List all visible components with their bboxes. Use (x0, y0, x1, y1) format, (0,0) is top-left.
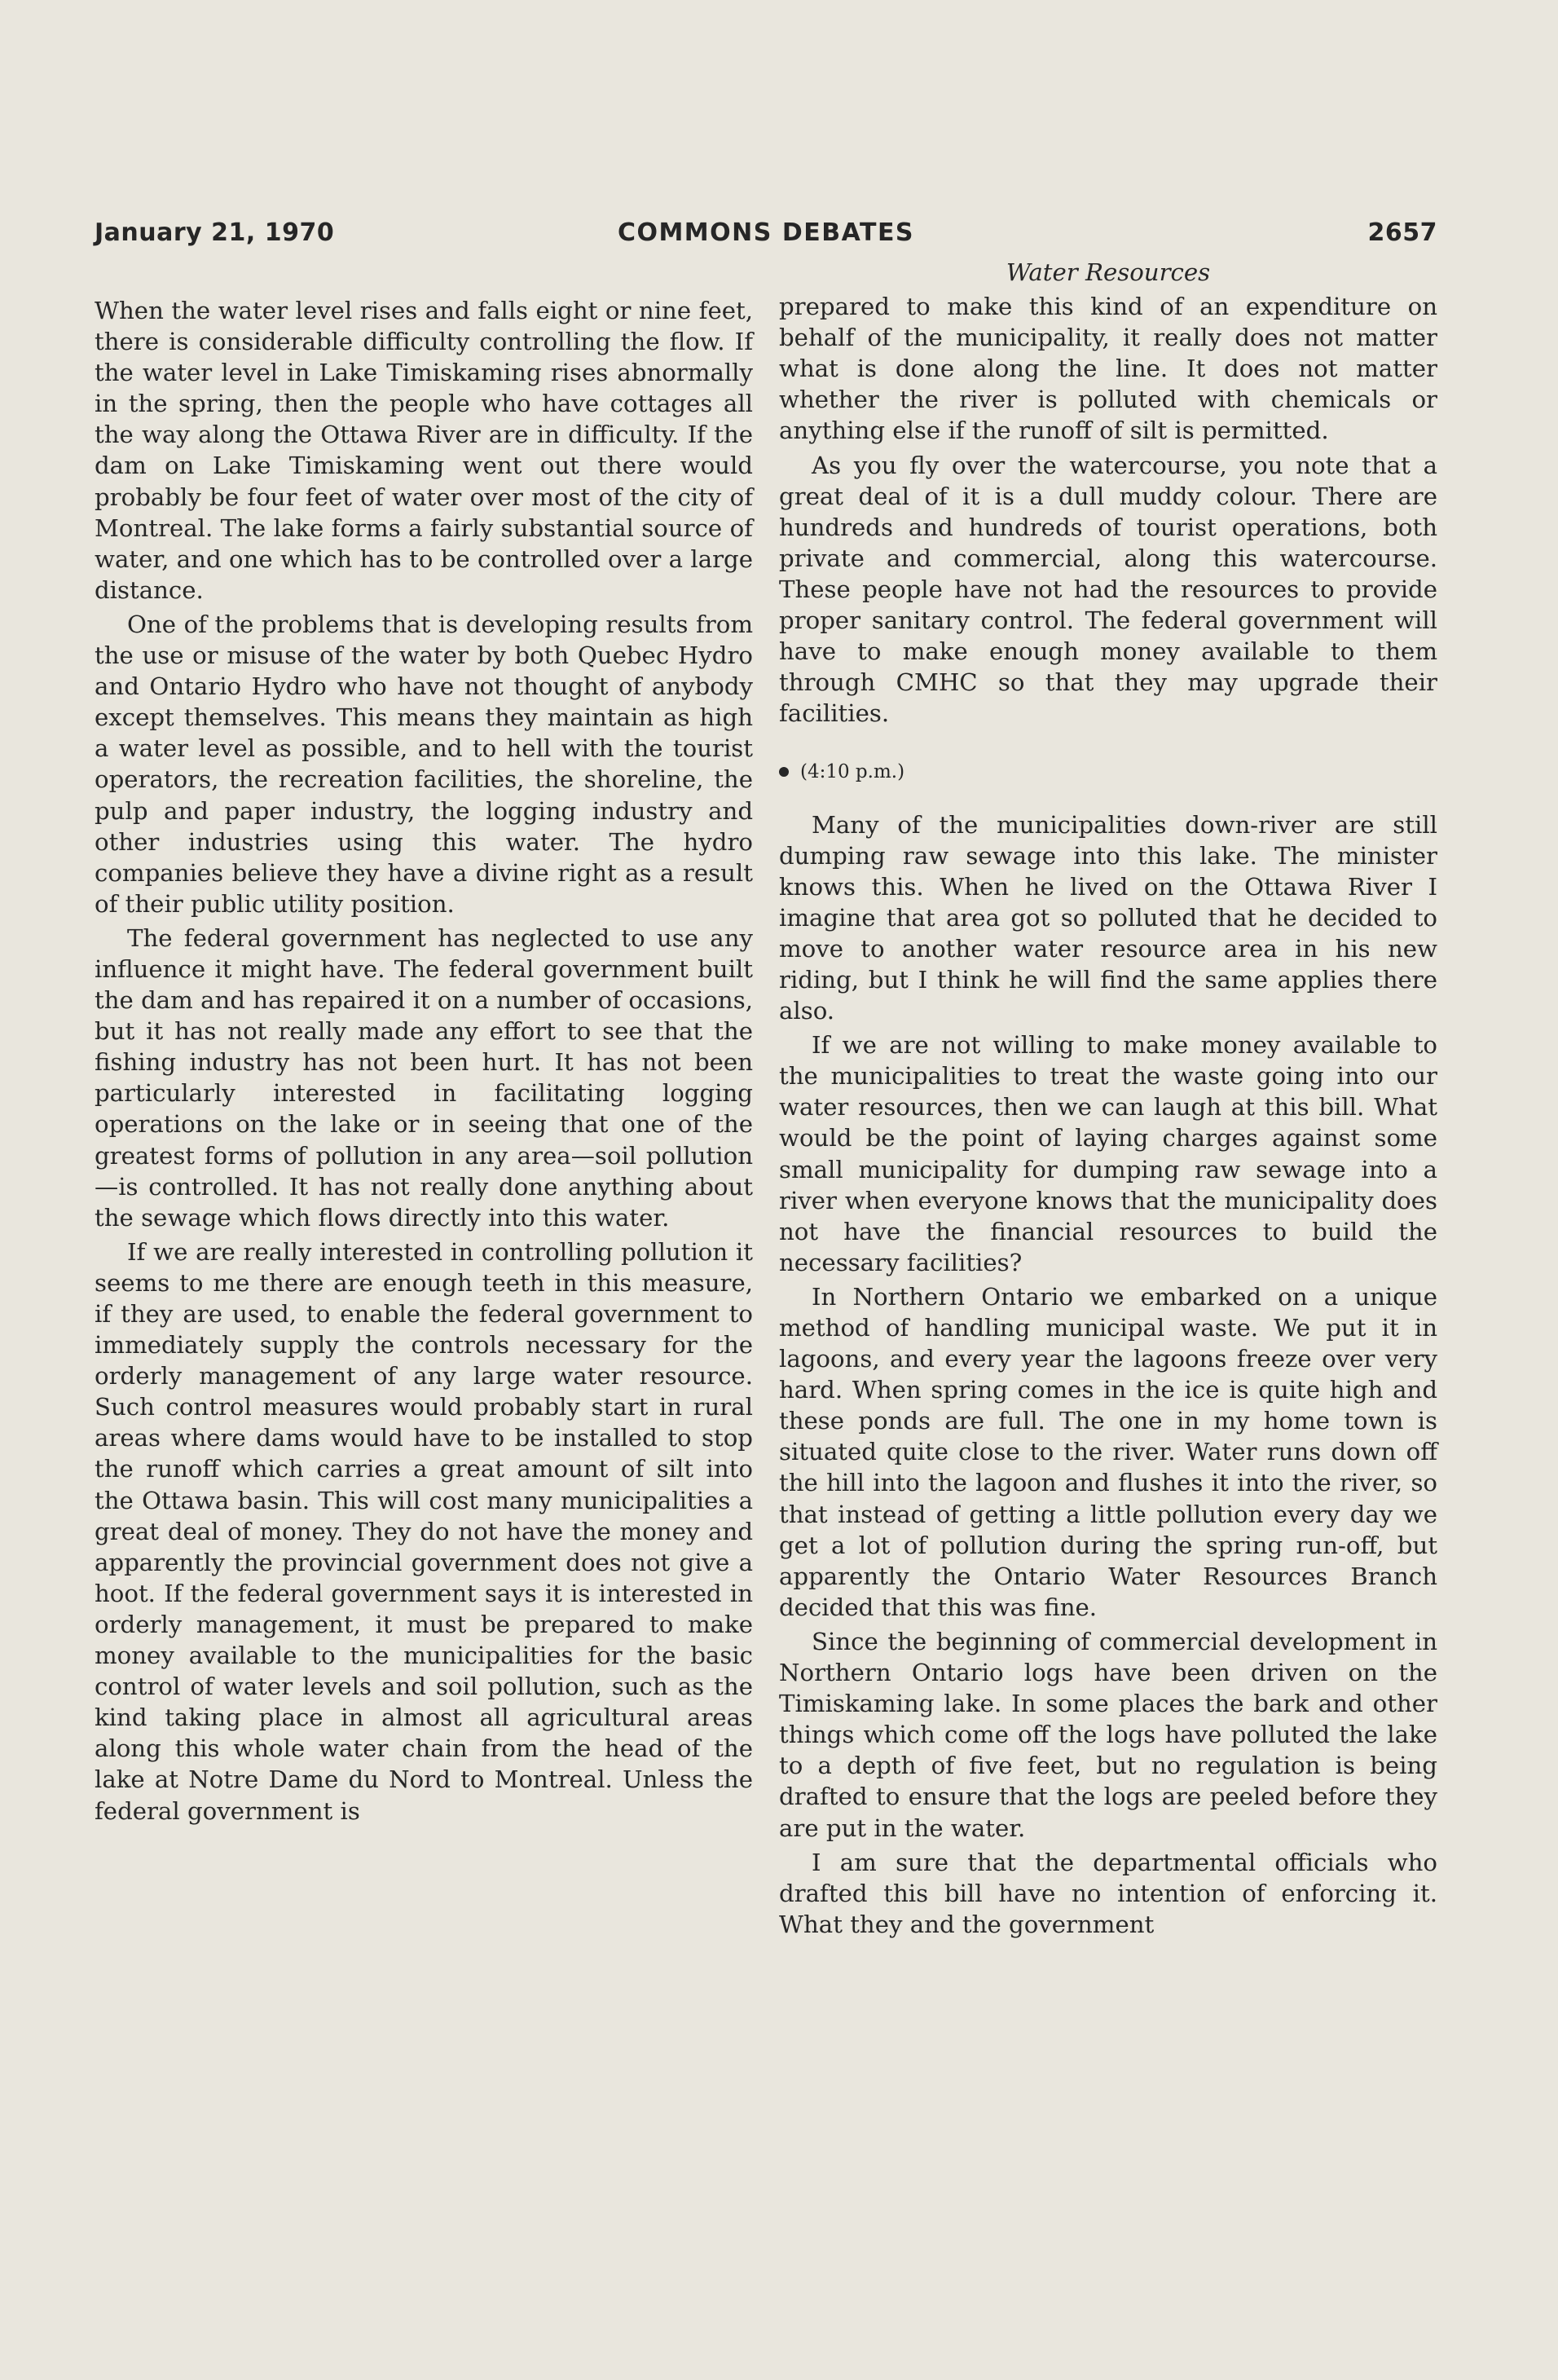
paragraph-continuation: prepared to make this kind of an expenditure on behalf of the municipality, it really does not matter what is done along the line. It does not matter whether the river is polluted with chemicals or anything else if the runoff of silt is permitted. (779, 293, 1437, 445)
paragraph: As you fly over the watercourse, you note that a great deal of it is a dull muddy colour. There are hundreds and hundreds of tourist operations, both private and commercial, along this watercourse. These people have not had the resources to provide proper sanitary control. The federal government will have to make enough money available to them through CMHC so that they may upgrade their facilities. (779, 451, 1437, 728)
paragraph: Many of the municipalities down-river are still dumping raw sewage into this lake. The minister knows this. When he lived on the Ottawa River I imagine that area got so polluted that he decided to move to another water resource area in his new riding, but I think he will find the same applies there also. (779, 810, 1437, 1025)
section-subheading: Water Resources (1006, 258, 1211, 286)
page-header (95, 218, 1437, 254)
right-column (779, 257, 1437, 1943)
paragraph: Since the beginning of commercial development in Northern Ontario logs have been driven on the Timiskaming lake. In some places the bark and other things which come off the logs have polluted the lake to a depth of five feet, but no regulation is being drafted to ensure that the logs are peeled before they are put in the water. (779, 1627, 1437, 1842)
publication-title: COMMONS DEBATES (617, 218, 915, 247)
paragraph: I am sure that the departmental officials who drafted this bill have no intention of enforcing it. What they and the government (779, 1848, 1437, 1938)
page-number: 2657 (1367, 218, 1437, 247)
paragraph: If we are really interested in controlling pollution it seems to me there are enough teeth in this measure, if they are used, to enable the federal government to immediately supply the controls necessary for the orderly management of any large water resource. Such control measures would probably start in rural areas where dams would have to be installed to stop the runoff which carries a great amount of silt into the Ottawa basin. This will cost many municipalities a great deal of money. They do not have the money and apparently the provincial government does not give a hoot. If the federal government says it is interested in orderly management, it must be prepared to make money available to the municipalities for the basic control of water levels and soil pollution, such as the kind taking place in almost all agricultural areas along this whole water chain from the head of the lake at Notre Dame du Nord to Montreal. Unless the federal government is (95, 1237, 753, 1825)
paragraph: One of the problems that is developing results from the use or misuse of the water by both Quebec Hydro and Ontario Hydro who have not thought of anybody except themselves. This means they maintain as high a water level as possible, and to hell with the tourist operators, the recreation facilities, the shoreline, the pulp and paper industry, the logging industry and other industries using this water. The hydro companies believe they have a divine right as a result of their public utility position. (95, 610, 753, 918)
time-stamp-text: (4:10 p.m.) (800, 761, 905, 783)
page-date: January 21, 1970 (95, 218, 335, 247)
left-column (95, 295, 753, 1830)
paragraph: The federal government has neglected to use any influence it might have. The federal government built the dam and has repaired it on a number of occasions, but it has not really made any effort to see that the fishing industry has not been hurt. It has not been particularly interested in facilitating logging operations on the lake or in seeing that one of the greatest forms of pollution in any area—soil pollution—is controlled. It has not really done anything about the sewage which flows directly into this water. (95, 923, 753, 1232)
time-stamp (779, 756, 1437, 787)
paragraph: When the water level rises and falls eight or nine feet, there is considerable difficulty controlling the flow. If the water level in Lake Timiskaming rises abnormally in the spring, then the people who have cottages all the way along the Ottawa River are in difficulty. If the dam on Lake Timiskaming went out there would probably be four feet of water over most of the city of Montreal. The lake forms a fairly substantial source of water, and one which has to be controlled over a large distance. (95, 297, 753, 604)
bullet-icon (779, 767, 789, 777)
paragraph: In Northern Ontario we embarked on a unique method of handling municipal waste. We put it in lagoons, and every year the lagoons freeze over very hard. When spring comes in the ice is quite high and these ponds are full. The one in my home town is situated quite close to the river. Water runs down off the hill into the lagoon and flushes it into the river, so that instead of getting a little pollution every day we get a lot of pollution during the spring run-off, but apparently the Ontario Water Resources Branch decided that this was fine. (779, 1282, 1437, 1621)
paragraph: If we are not willing to make money available to the municipalities to treat the waste going into our water resources, then we can laugh at this bill. What would be the point of laying charges against some small municipality for dumping raw sewage into a river when everyone knows that the municipality does not have the financial resources to build the necessary facilities? (779, 1031, 1437, 1276)
